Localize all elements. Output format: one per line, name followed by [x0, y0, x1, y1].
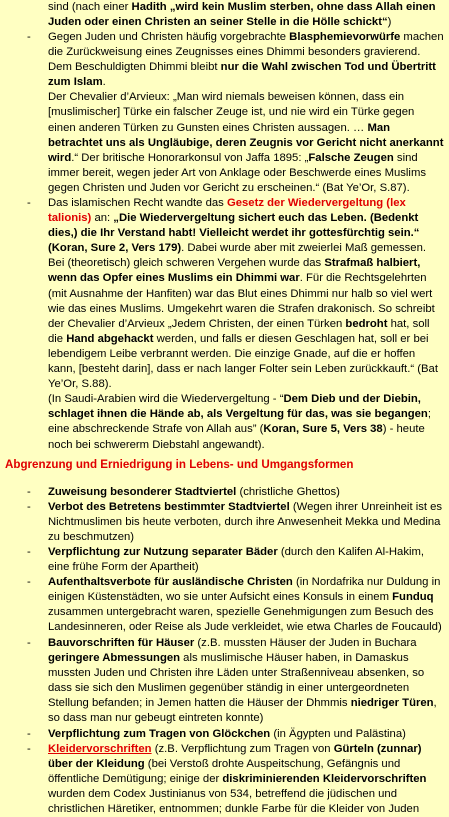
hadith-quote: Hadith „wird kein Muslim sterben, ohne dass Allah einen Juden oder einen Christen an seiner Stelle in die Hölle schickt“	[48, 1, 436, 29]
text-run: Das islamischen Recht wandte das	[48, 197, 227, 209]
text-run: .	[102, 76, 106, 89]
text-run: als muslimische Häuser haben, in Damaskus mussten Juden und Christen ihre Läden unter Straßenniveau absenken, so dass sie sich den Muslimen gegenüber ständig in einer untergeordneten Stellung befanden; in Jemen hatten die Häuser der Dhmmis	[48, 652, 425, 710]
text-run: (in Nordafrika nur Duldung in einigen Küstenstädten, wo sie unter Aufsicht eines Konsuls in einem	[48, 576, 441, 604]
text-run: „Die Wiedervergeltung sichert euch das Leben. (Bedenkt dies,) die Ihr Verstand habt! Vielleicht werdet ihr gottesfürchtig sein.“ (Koran, Sure 2, Vers 179)	[48, 212, 420, 255]
list-item-baths	[0, 545, 445, 575]
bullet: -	[27, 501, 31, 513]
dress-rules-link[interactable]: Kleidervorschriften	[48, 743, 152, 755]
bullet: -	[27, 728, 31, 740]
text-run: (durch den Kalifen Al-Hakim, eine frühe Form der Apartheit)	[48, 546, 425, 574]
text-run: (z.B. Verpflichtung zum Tragen von	[151, 743, 334, 755]
text-run: diskriminierenden Kleidervorschriften	[222, 773, 427, 786]
text-run: sind immer bereit, wegen jeder Art von Anklage oder Beschwerde eines Muslims gegen Christen und Juden vor Gericht zu erscheinen.“ (Bat Ye’Or, S.87).	[48, 151, 426, 194]
text-run: . Dabei wurde aber mit zweierlei Maß gemessen. Bei (theoretisch) gleich schweren Vergehen wurde das	[48, 242, 426, 270]
text-run: niedriger Türen	[350, 697, 434, 710]
list-item-building-rules	[0, 636, 445, 727]
bullet: -	[27, 546, 31, 558]
bullet: -	[27, 576, 31, 588]
text-run: Blasphemievorwürfe	[289, 31, 401, 43]
list-item-retaliation	[0, 196, 445, 453]
list-item-blasphemy	[0, 30, 445, 196]
text-run: (In Saudi-Arabien wird die Wiedervergeltung - “	[48, 393, 284, 406]
bullet: -	[27, 31, 31, 43]
list-item-quarters	[0, 485, 445, 500]
text-run: Bauvorschriften für Häuser	[48, 637, 195, 649]
text-run: Falsche Zeugen	[308, 151, 394, 164]
text-run: (Wegen ihrer Unreinheit ist es Nichtmuslimen bis heute verboten, durch ihre Anwesenheit Mekka und Medina zu beschmutzen)	[48, 501, 443, 544]
text-run: hat, soll die	[48, 317, 430, 345]
lex-talionis-link: Gesetz der Wiedervergeltung (lex talionis)	[48, 197, 406, 225]
section-heading: Abgrenzung und Erniedrigung in Lebens- und Umgangsformen	[5, 458, 354, 471]
bullet: -	[27, 637, 31, 649]
top-text-c: )	[387, 16, 392, 29]
text-run: Man betrachtet uns als Ungläubige, deren Zeugnis vor Gericht nicht anerkannt wird	[48, 121, 444, 164]
text-run: Zuweisung besonderer Stadtviertel	[48, 486, 237, 498]
saudi-paragraph	[48, 392, 445, 452]
text-run: . Für die Rechtsgelehrten (mit Ausnahme der Hanfiten) war das Blut eines Dhimmi nur halb so viel wert wie das eines Muslims. Umgekehrt waren die Strafen drakonisch. So schreibt der Chevalier d’Arvieux „Jedem Christen, der einen Türken	[48, 272, 435, 330]
text-run: geringere Abmessungen	[48, 652, 181, 665]
list-item-bells	[0, 727, 445, 742]
text-run: an:	[91, 212, 114, 225]
text-run: Hand abgehackt	[66, 332, 154, 345]
text-run: Verpflichtung zur Nutzung separater Bäder	[48, 546, 278, 558]
text-run: ) - heute noch bei schwererm Diebstahl angewandt).	[48, 423, 425, 451]
text-run: (z.B. mussten Häuser der Juden in Buchara	[194, 637, 417, 649]
top-text-a: sind (nach einer	[48, 1, 132, 13]
blasphemy-paragraph	[48, 30, 445, 90]
text-run: Strafmaß halbiert, wenn das Opfer eines Muslims ein Dhimmi war	[48, 257, 421, 285]
list-item-residence-ban	[0, 575, 445, 635]
text-run: Gegen Juden und Christen häufig vorgebrachte	[48, 31, 290, 43]
text-run: ; eine abschreckende Strafe von Allah aus” (	[48, 408, 431, 436]
text-run: Verpflichtung zum Tragen von Glöckchen	[48, 728, 271, 740]
text-run: wurden dem Codex Justinianus von 534, betreffend die jüdischen und christlichen Häretiker, entnommen; dunkle Farbe für die Kleider von Juden	[48, 788, 420, 816]
text-run: , so dass man nur gebeugt eintreten konnte)	[48, 697, 437, 725]
text-run: machen die Zurückweisung eines Zeugnisses eines Dhimmi besonders gravierend. Dem Beschuldigten Dhimmi bleibt	[48, 31, 444, 74]
retaliation-paragraph	[48, 196, 445, 392]
text-run: (christliche Ghettos)	[236, 486, 340, 498]
text-run: Verbot des Betretens bestimmter Stadtviertel	[48, 501, 290, 513]
arvieux-quote-paragraph	[48, 90, 445, 196]
text-run: .“ Der britische Honorarkonsul von Jaffa 1895: „	[71, 151, 309, 164]
bullet: -	[27, 743, 31, 755]
bullet: -	[27, 486, 31, 498]
text-run: Koran, Sure 5, Vers 38	[263, 423, 383, 436]
text-run: Gürteln (zunnar) über der Kleidung	[48, 743, 422, 771]
text-run: (in Ägypten und Palästina)	[270, 728, 406, 740]
text-run: Dem Dieb und der Diebin, schlaget ihnen die Hände ab, als Vergeltung für das, was sie begangen	[48, 393, 428, 421]
bullet: -	[27, 197, 31, 209]
text-run: bedroht	[345, 317, 388, 330]
text-run: zusammen untergebracht waren, spezielle Genehmigungen zum Besuch des Landesinneren, oder Reise als Jude verkleidet, wie etwa Charles de Foucauld)	[48, 606, 442, 634]
text-run: nur die Wahl zwischen Tod und Übertritt zum Islam	[48, 61, 436, 89]
list-item-entry-ban	[0, 500, 445, 545]
text-run: Funduq	[392, 591, 434, 604]
top-paragraph	[0, 0, 445, 30]
text-run: werden, und falls er diesen Geschlagen hat, soll er bei lebendigem Leibe verbrannt werden. Die einzige Gnade, auf die er hoffen kann, [besteht darin], dass er nach langer Folter sein Leben zurückkauft.“ (Bat Ye’Or, S.88).	[48, 332, 438, 391]
text-run: Der Chevalier d’Arvieux: „Man wird niemals beweisen können, dass ein [muslimischer] Türke ein falscher Zeuge ist, und nie wird ein Türke gegen einen anderen Türken zu Gunsten eines Christen aussagen. …	[48, 91, 415, 134]
list-item-dress-rules	[0, 742, 445, 817]
text-run: (bei Verstoß drohte Auspeitschung, Gefängnis und öffentliche Demütigung; einige der	[48, 758, 401, 786]
text-run: Aufenthaltsverbote für ausländische Christen	[48, 576, 293, 588]
